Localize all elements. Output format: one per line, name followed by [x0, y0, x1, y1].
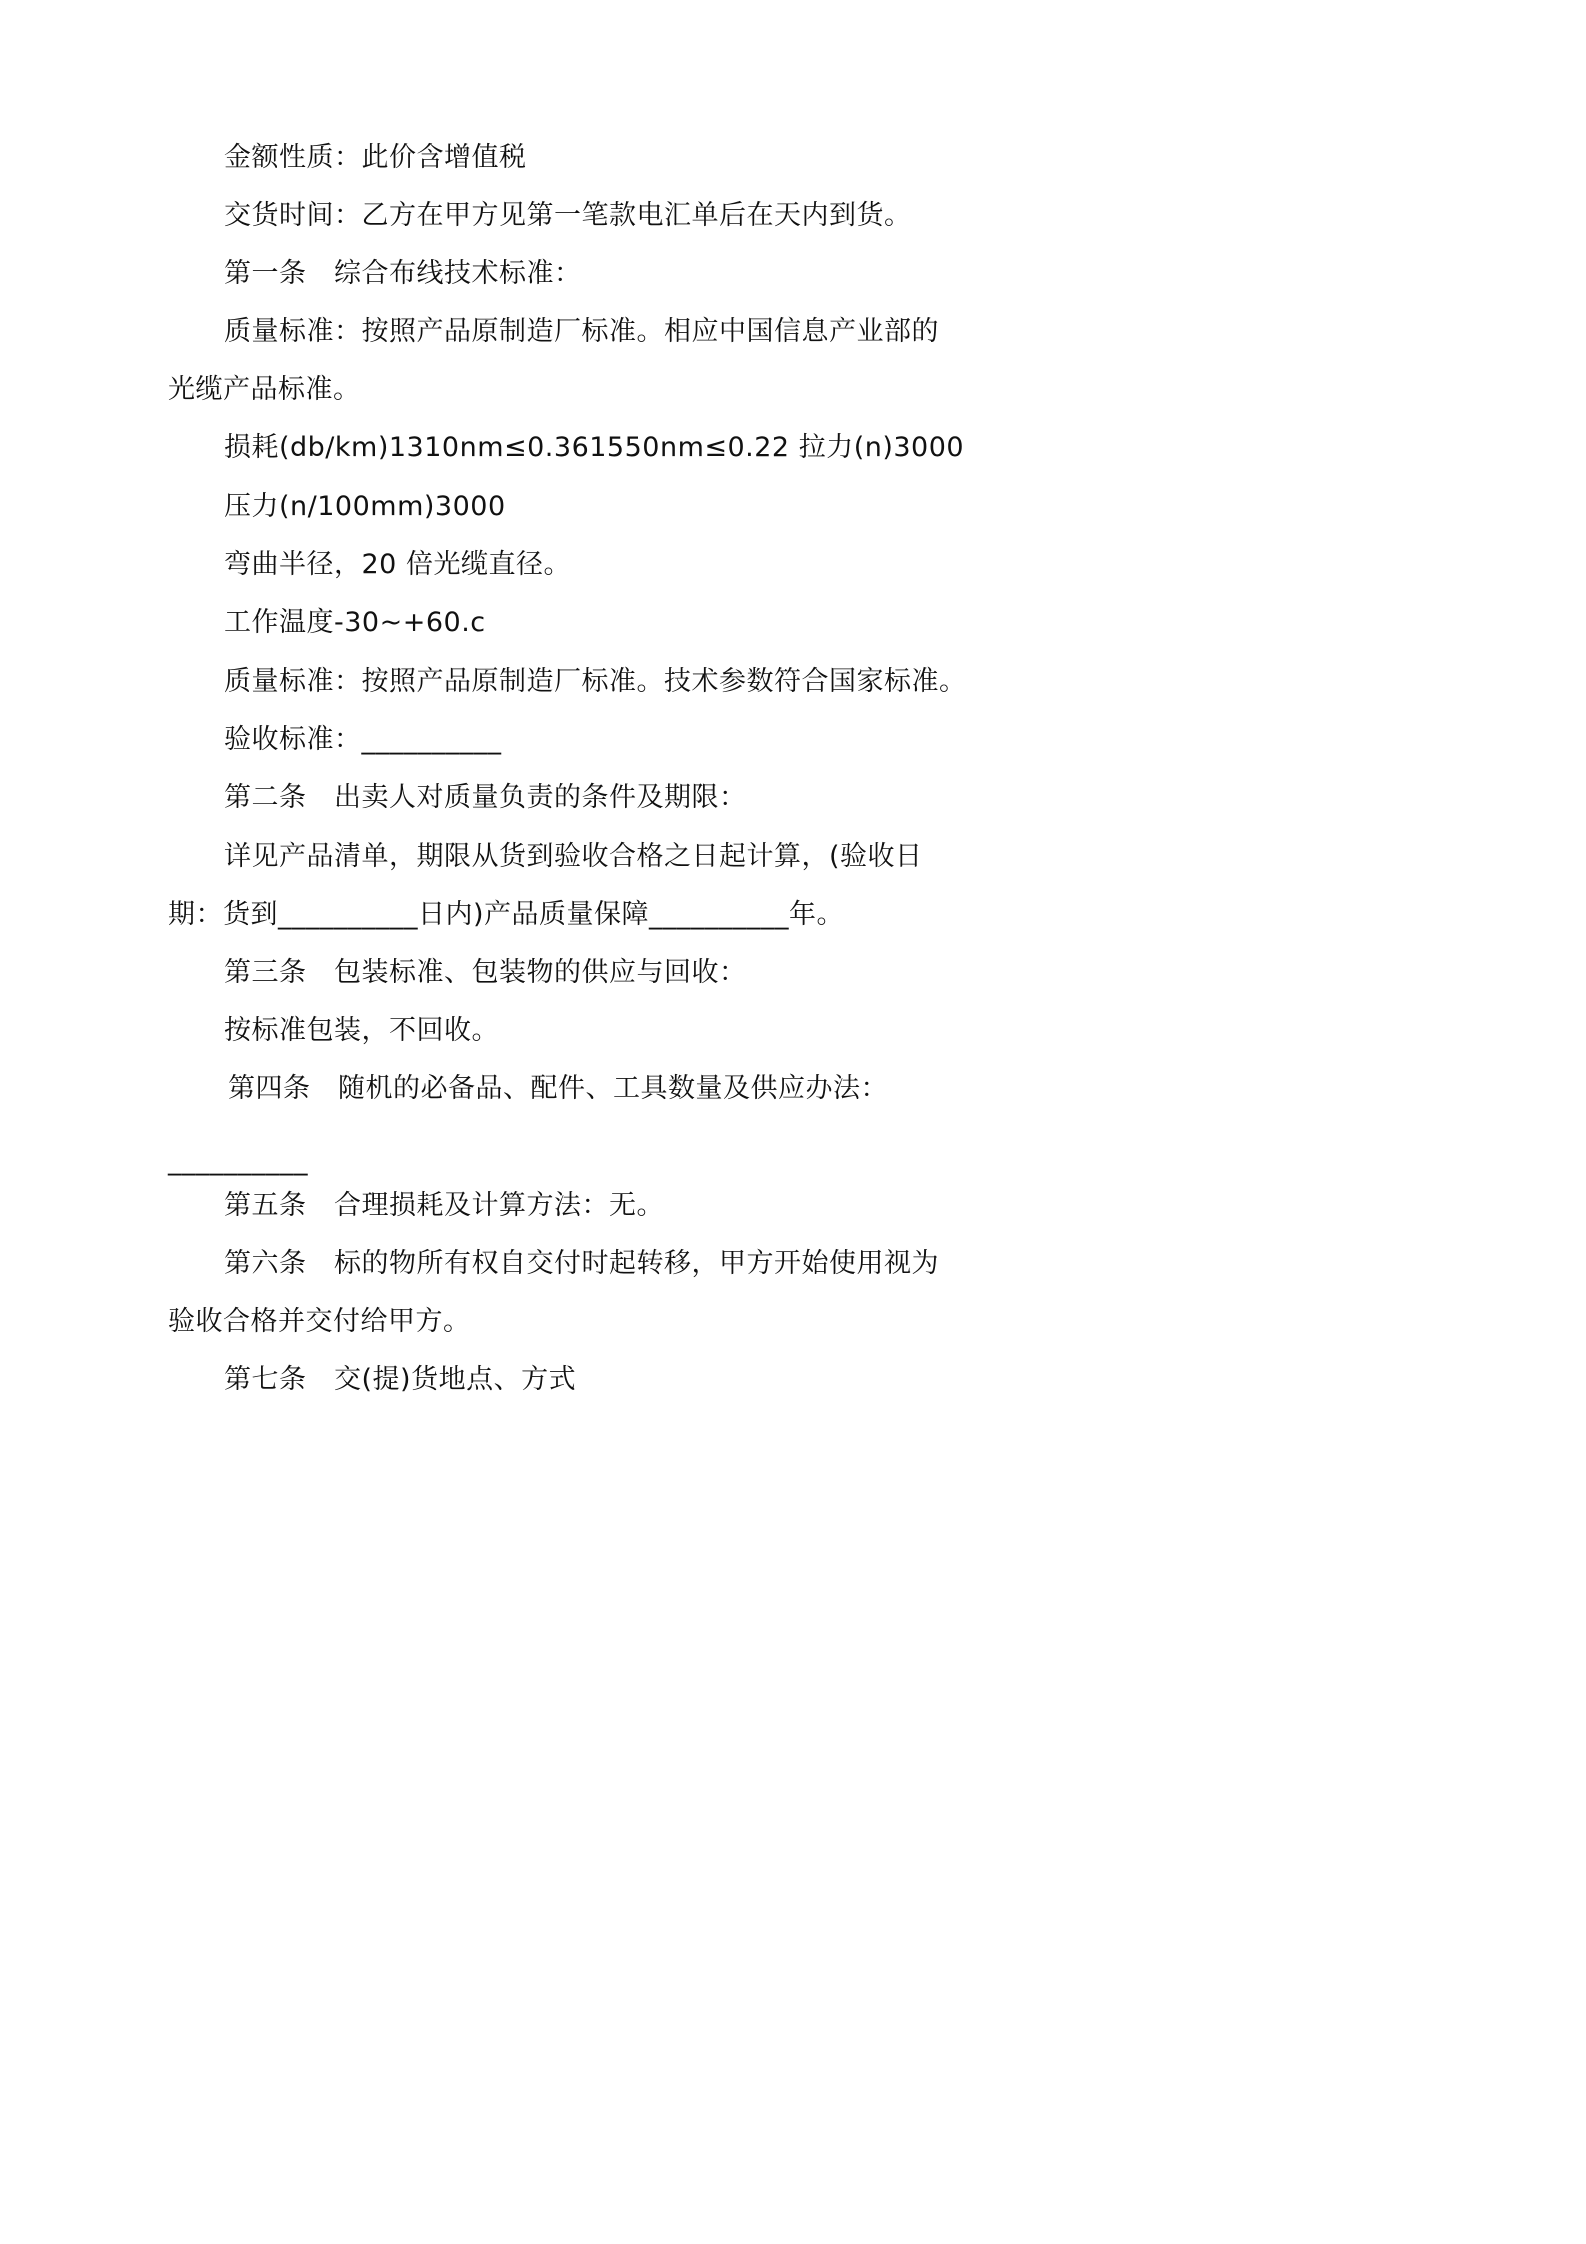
quality-standard-continuation: 光缆产品标准。 [168, 374, 361, 405]
amount-nature-line: 金额性质：此价含增值税 [224, 142, 527, 173]
article-6-continuation: 验收合格并交付给甲方。 [168, 1306, 471, 1337]
working-temperature-line: 工作温度-30~+60.c [224, 607, 486, 638]
loss-spec-line: 损耗(db/km)1310nm≤0.361550nm≤0.22 拉力(n)3000 [224, 432, 965, 463]
delivery-time-line: 交货时间：乙方在甲方见第一笔款电汇单后在天内到货。 [224, 200, 912, 231]
article-4-heading: 第四条 随机的必备品、配件、工具数量及供应办法： [228, 1073, 888, 1104]
packaging-line: 按标准包装，不回收。 [224, 1015, 499, 1046]
article-3-heading: 第三条 包装标准、包装物的供应与回收： [224, 957, 747, 988]
acceptance-standard-line: 验收标准：__________ [224, 724, 502, 755]
quality-standard-line: 质量标准：按照产品原制造厂标准。相应中国信息产业部的 [224, 316, 939, 347]
article-7-heading: 第七条 交(提)货地点、方式 [224, 1364, 577, 1395]
pressure-spec-line: 压力(n/100mm)3000 [224, 491, 506, 522]
article-1-heading: 第一条 综合布线技术标准： [224, 258, 582, 289]
technical-standard-line: 质量标准：按照产品原制造厂标准。技术参数符合国家标准。 [224, 666, 967, 697]
bend-radius-line: 弯曲半径，20 倍光缆直径。 [224, 549, 571, 580]
document-page [0, 0, 1100, 1556]
warranty-continuation: 期：货到__________日内)产品质量保障__________年。 [168, 899, 845, 930]
article-5-heading: 第五条 合理损耗及计算方法：无。 [224, 1190, 664, 1221]
article-6-heading: 第六条 标的物所有权自交付时起转移，甲方开始使用视为 [224, 1248, 939, 1279]
article-2-heading: 第二条 出卖人对质量负责的条件及期限： [224, 782, 747, 813]
warranty-line: 详见产品清单，期限从货到验收合格之日起计算，(验收日 [224, 841, 923, 872]
article-4-blank: __________ [168, 1145, 308, 1176]
